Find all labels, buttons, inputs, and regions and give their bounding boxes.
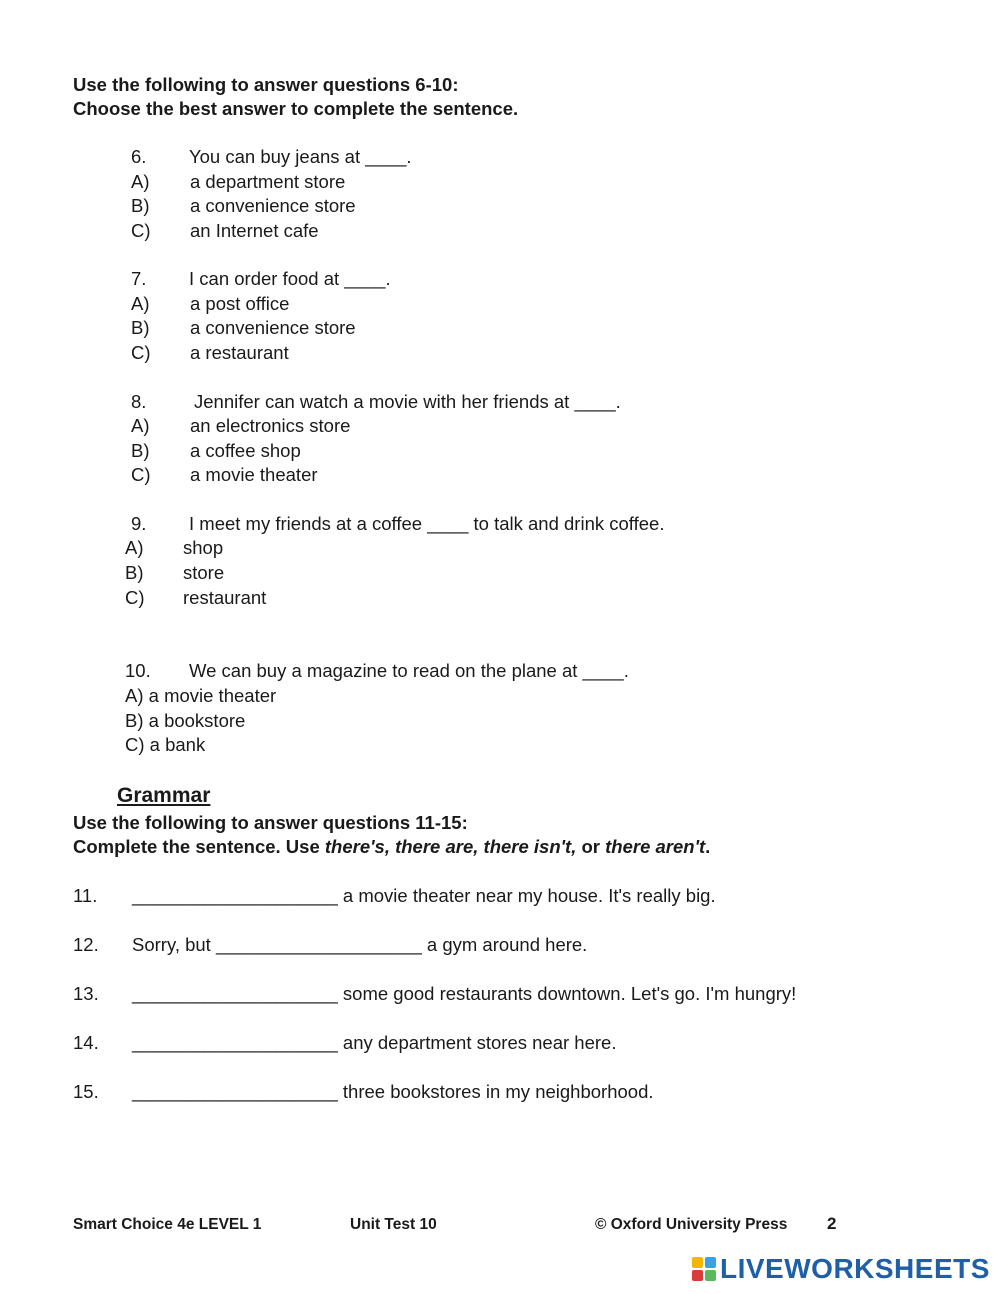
page-number: 2 bbox=[827, 1214, 837, 1233]
instructions-line-2: Choose the best answer to complete the sentence. bbox=[73, 98, 519, 119]
option-text[interactable]: an electronics store bbox=[190, 415, 351, 436]
item-sentence bbox=[132, 885, 716, 907]
question-number: 8. bbox=[131, 391, 147, 412]
question-text: You can buy jeans at ____. bbox=[189, 146, 412, 167]
item-sentence bbox=[132, 1081, 654, 1103]
logo-square bbox=[705, 1270, 716, 1281]
instructions-line-1: Use the following to answer questions 6-10: bbox=[73, 74, 459, 95]
item-number: 12. bbox=[73, 934, 99, 955]
option-letter[interactable]: A) bbox=[131, 171, 150, 192]
footer-book-title: Smart Choice 4e LEVEL 1 bbox=[73, 1216, 262, 1233]
option-text[interactable]: a department store bbox=[190, 171, 346, 192]
option-text[interactable]: A) a movie theater bbox=[125, 685, 277, 706]
option-text[interactable]: a movie theater bbox=[190, 464, 318, 485]
option-text[interactable]: C) a bank bbox=[125, 734, 206, 755]
sentence-before: Sorry, but bbox=[132, 934, 216, 955]
option-letter[interactable]: A) bbox=[131, 293, 150, 314]
item-sentence bbox=[132, 934, 587, 956]
answer-blank[interactable]: ____________________ bbox=[132, 983, 338, 1004]
question-text: I can order food at ____. bbox=[189, 268, 391, 289]
answer-blank[interactable]: ____________________ bbox=[132, 1081, 338, 1102]
option-text[interactable]: a restaurant bbox=[190, 342, 289, 363]
logo-square bbox=[692, 1257, 703, 1268]
grammar-heading: Grammar bbox=[117, 784, 211, 807]
logo-mark-icon bbox=[692, 1257, 716, 1281]
option-letter[interactable]: B) bbox=[131, 195, 150, 216]
question-number: 9. bbox=[131, 513, 147, 534]
item-sentence bbox=[132, 983, 796, 1005]
instr-prefix: Complete the sentence. Use bbox=[73, 836, 325, 857]
grammar-instructions-line-2 bbox=[73, 836, 710, 858]
logo-text: LIVEWORKSHEETS bbox=[720, 1253, 990, 1284]
option-letter[interactable]: B) bbox=[131, 440, 150, 461]
instr-end: . bbox=[705, 836, 711, 857]
answer-blank[interactable]: ____________________ bbox=[132, 1032, 338, 1053]
option-letter[interactable]: C) bbox=[131, 220, 151, 241]
option-text[interactable]: a convenience store bbox=[190, 195, 356, 216]
option-letter[interactable]: B) bbox=[131, 317, 150, 338]
question-number: 7. bbox=[131, 268, 147, 289]
option-letter[interactable]: C) bbox=[125, 587, 145, 608]
logo-square bbox=[705, 1257, 716, 1268]
option-text[interactable]: an Internet cafe bbox=[190, 220, 319, 241]
answer-blank[interactable]: ____________________ bbox=[132, 885, 338, 906]
item-sentence bbox=[132, 1032, 616, 1054]
footer-test-name: Unit Test 10 bbox=[350, 1216, 437, 1233]
option-text[interactable]: a post office bbox=[190, 293, 290, 314]
sentence-after: a gym around here. bbox=[421, 934, 588, 955]
option-text[interactable]: B) a bookstore bbox=[125, 710, 246, 731]
item-number: 13. bbox=[73, 983, 99, 1004]
option-letter[interactable]: B) bbox=[125, 562, 144, 583]
option-text[interactable]: a coffee shop bbox=[190, 440, 301, 461]
option-text[interactable]: restaurant bbox=[183, 587, 267, 608]
question-text: We can buy a magazine to read on the plane at ____. bbox=[189, 660, 629, 681]
option-letter[interactable]: A) bbox=[125, 537, 144, 558]
item-number: 11. bbox=[73, 885, 98, 906]
answer-blank[interactable]: ____________________ bbox=[215, 934, 422, 955]
liveworksheets-logo[interactable] bbox=[692, 1254, 990, 1284]
logo-square bbox=[692, 1270, 703, 1281]
item-number: 14. bbox=[73, 1032, 99, 1053]
sentence-after: three bookstores in my neighborhood. bbox=[337, 1081, 654, 1102]
sentence-after: any department stores near here. bbox=[337, 1032, 617, 1053]
question-text: I meet my friends at a coffee ____ to talk and drink coffee. bbox=[189, 513, 665, 534]
option-text[interactable]: shop bbox=[183, 537, 224, 558]
question-text: Jennifer can watch a movie with her friends at ____. bbox=[194, 391, 621, 412]
option-letter[interactable]: A) bbox=[131, 415, 150, 436]
question-number: 10. bbox=[125, 660, 151, 681]
instr-last: there aren't bbox=[605, 836, 706, 857]
grammar-instructions-line-1: Use the following to answer questions 11-15: bbox=[73, 812, 468, 833]
instr-terms: there's, there are, there isn't, bbox=[324, 836, 577, 857]
footer-copyright: © Oxford University Press bbox=[595, 1216, 788, 1233]
instr-or: or bbox=[576, 836, 606, 857]
option-text[interactable]: a convenience store bbox=[190, 317, 356, 338]
option-text[interactable]: store bbox=[183, 562, 225, 583]
item-number: 15. bbox=[73, 1081, 99, 1102]
sentence-after: some good restaurants downtown. Let's go. I'm hungry! bbox=[337, 983, 797, 1004]
option-letter[interactable]: C) bbox=[131, 464, 151, 485]
question-number: 6. bbox=[131, 146, 147, 167]
option-letter[interactable]: C) bbox=[131, 342, 151, 363]
sentence-after: a movie theater near my house. It's really big. bbox=[337, 885, 716, 906]
